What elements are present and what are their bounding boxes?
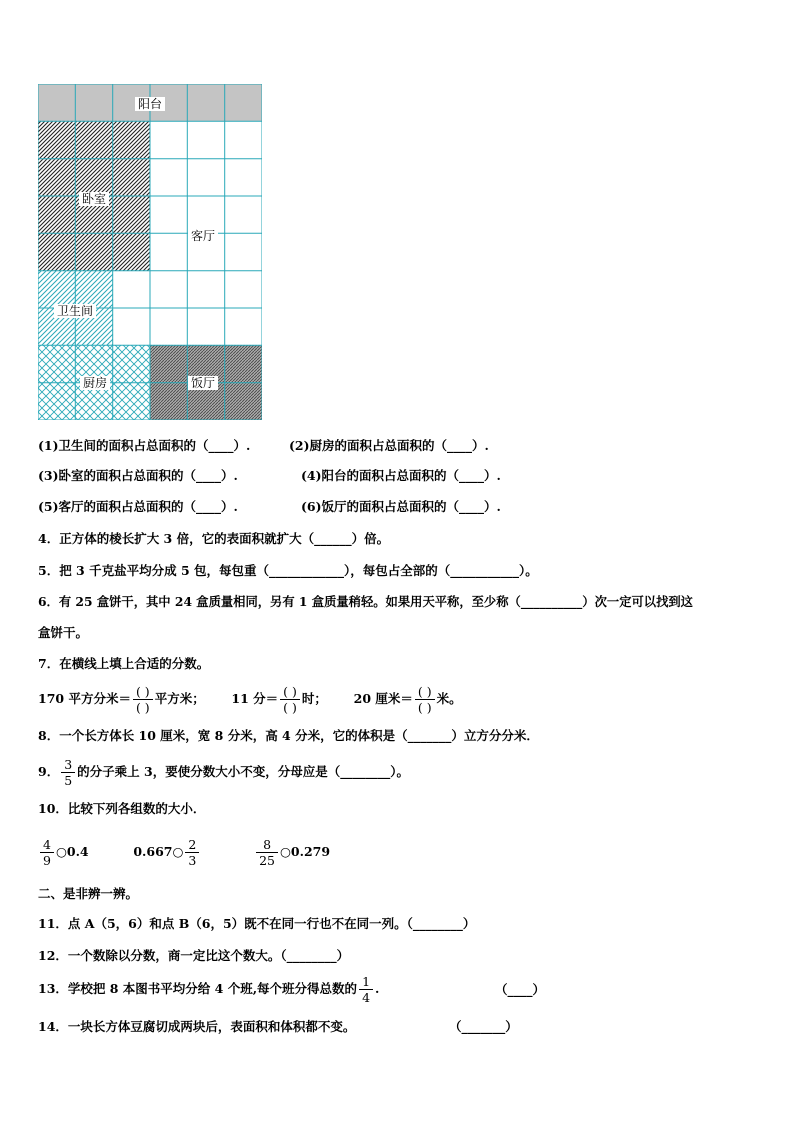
q10-b-compare-circle[interactable]: ○ [172, 844, 184, 859]
q10-a-numerator: 4 [40, 837, 54, 853]
q10-b-numerator: 2 [185, 837, 199, 853]
q7-b-fraction-blank[interactable] [280, 684, 300, 715]
label-balcony: 阳台 [135, 97, 165, 111]
question-11: 11．点 A（5，6）和点 B（6，5）既不在同一行也不在同一列。（________） [38, 916, 476, 931]
q13-numerator: 1 [359, 974, 373, 990]
q10-a-value: 0.4 [66, 844, 89, 859]
q9-prefix: 9． [38, 764, 60, 779]
question-12: 12．一个数除以分数，商一定比这个数大。（________） [38, 948, 350, 963]
q7-a-fraction-blank[interactable] [133, 684, 153, 715]
q3-item-6: (6)饭厅的面积占总面积的（____）. [301, 499, 501, 514]
q10-b-fraction [185, 837, 199, 868]
question-8: 8．一个长方体长 10 厘米，宽 8 分米，高 4 分米，它的体积是（_______）立方分分米． [38, 728, 539, 743]
question-4: 4．正方体的棱长扩大 3 倍，它的表面积就扩大（______）倍。 [38, 531, 390, 546]
question-6-line-1: 6．有 25 盒饼干，其中 24 盒质量相同，另有 1 盒质量稍轻。如果用天平称，至少称（__________）次一定可以找到这 [38, 594, 693, 609]
q10-b-denominator: 3 [188, 853, 197, 868]
question-7-fractions [38, 684, 462, 715]
q7-b-denominator: ( ) [283, 700, 297, 715]
label-bedroom: 卧室 [79, 192, 109, 206]
question-6-line-2: 盒饼干。 [38, 625, 89, 640]
q3-item-5: (5)客厅的面积占总面积的（____）. [38, 499, 238, 514]
q10-c-compare-circle[interactable]: ○ [280, 844, 291, 859]
q10-c-denominator: 25 [259, 853, 275, 868]
question-7-title: 7．在横线上填上合适的分数。 [38, 656, 210, 671]
q10-b-value: 0.667 [133, 844, 173, 859]
question-14: 14．一块长方体豆腐切成两块后，表面积和体积都不变。 [38, 1019, 356, 1034]
q13-denominator: 4 [362, 990, 371, 1005]
question-10-title: 10．比较下列各组数的大小． [38, 801, 206, 816]
q9-rest: 的分子乘上 3，要使分数大小不变，分母应是（________）。 [77, 764, 409, 779]
q13-text: 13．学校把 8 本图书平均分给 4 个班,每个班分得总数的 [38, 981, 358, 996]
q7-c-fraction-blank[interactable] [415, 684, 435, 715]
q13-answer-blank[interactable]: （____） [495, 982, 546, 997]
q7-c-denominator: ( ) [417, 700, 432, 715]
q10-a-fraction [40, 837, 54, 868]
q7-c-numerator: ( ) [415, 684, 435, 700]
q14-answer-blank[interactable]: （_______） [449, 1019, 518, 1034]
label-bathroom: 卫生间 [54, 304, 96, 318]
q7-b-right: 时； [301, 691, 327, 706]
floor-plan [38, 84, 262, 420]
q10-c-value: 0.279 [290, 844, 331, 859]
q10-c-numerator: 8 [256, 837, 278, 853]
q3-item-3: (3)卧室的面积占总面积的（____）. [38, 468, 238, 483]
floor-plan-grid [38, 84, 262, 420]
q10-c-fraction [256, 837, 278, 868]
question-10-comparisons [38, 834, 330, 870]
q7-b-numerator: ( ) [280, 684, 300, 700]
q10-a-compare-circle[interactable]: ○ [55, 844, 67, 859]
label-dining-room: 饭厅 [188, 376, 218, 390]
q9-denominator: 5 [64, 773, 73, 788]
q3-item-1: (1)卫生间的面积占总面积的（____）. [38, 438, 251, 453]
q9-numerator: 3 [61, 757, 75, 773]
q10-a-denominator: 9 [43, 853, 51, 868]
q7-a-left: 170 平方分米＝ [38, 691, 131, 706]
q13-fraction [359, 974, 373, 1005]
q13-period: . [375, 981, 380, 996]
q7-a-right: 平方米； [154, 691, 205, 706]
q3-item-2: (2)厨房的面积占总面积的（____）. [289, 438, 489, 453]
q7-c-left: 20 厘米＝ [353, 691, 413, 706]
question-13 [38, 972, 379, 1006]
q7-a-numerator: ( ) [133, 684, 153, 700]
q7-c-right: 米。 [436, 691, 462, 706]
label-living-room: 客厅 [188, 229, 218, 243]
question-5: 5．把 3 千克盐平均分成 5 包，每包重（____________），每包占全部的（___________）。 [38, 563, 538, 578]
question-9 [38, 756, 409, 788]
q3-item-4: (4)阳台的面积占总面积的（____）. [301, 468, 501, 483]
q7-b-left: 11 分＝ [231, 691, 279, 706]
label-kitchen: 厨房 [80, 376, 110, 390]
q9-fraction [61, 757, 75, 788]
section-2-title: 二、是非辨一辨。 [38, 886, 139, 901]
q7-a-denominator: ( ) [135, 700, 150, 715]
